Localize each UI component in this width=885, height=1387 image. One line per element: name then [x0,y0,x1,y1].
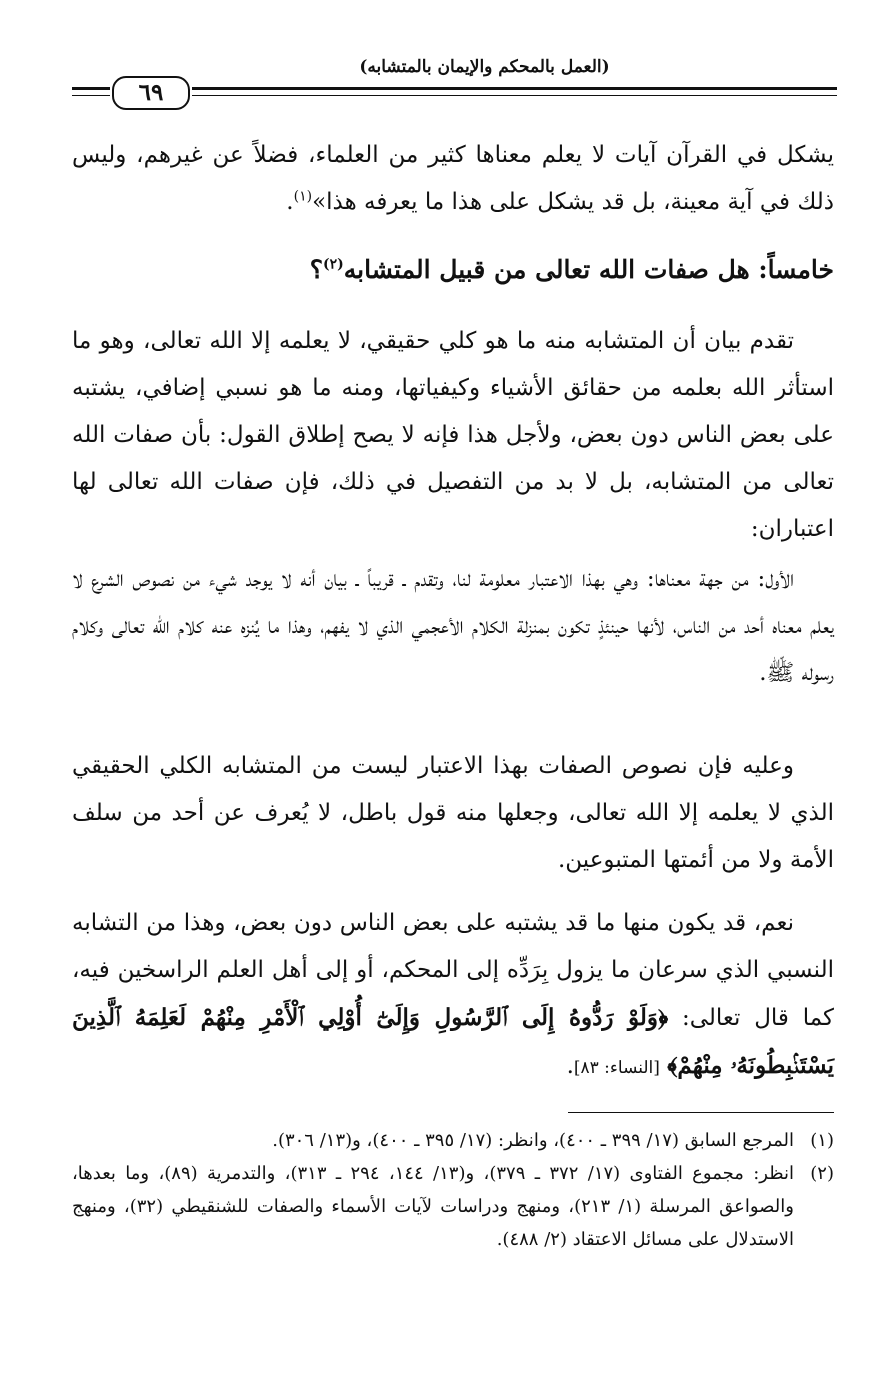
paragraph: تقدم بيان أن المتشابه منه ما هو كلي حقيقي، لا يعلمه إلا الله تعالى، وهو ما استأثر الله بعلمه من حقائق الأشياء وكيفياتها، ومنه ما هو نسبي إضافي، يشتبه على بعض الناس دون بعض، ولأجل هذا فإنه لا يصح إطلاق القول: بأن صفات الله تعالى من المتشابه، بل لا بد من التفصيل في ذلك، فإن صفات الله تعالى لها اعتباران: [72,328,834,542]
footnote-text: انظر: مجموع الفتاوى (١٧/ ٣٧٢ ـ ٣٧٩)، و(١٣/ ١٤٤، ٢٩٤ ـ ٣١٣)، والتدمرية (٨٩)، وما بعدها، والصواعق المرسلة (١/ ٢١٣)، ومنهج ودراسات لآيات الأسماء والصفات للشنقيطي (٣٢)، ومنهج الاستدلال على مسائل الاعتقاد (٢/ ٤٨٨). [72,1163,795,1250]
paragraph: وعليه فإن نصوص الصفات بهذا الاعتبار ليست من المتشابه الكلي الحقيقي الذي لا يعلمه إلا الله تعالى، وجعلها منه قول باطل، لا يُعرف عن أحد من سلف الأمة ولا من أئمتها المتبوعين. [72,753,834,873]
running-title: (العمل بالمحكم والإيمان بالمتشابه) [359,57,610,77]
quran-verse: ﴿وَلَوْ رَدُّوهُ إِلَى ٱلرَّسُولِ وَإِلَىٰٓ أُوْلِي ٱلْأَمْرِ مِنْهُمْ لَعَلِمَهُ ٱلَّذِينَ يَسْتَنۢبِطُونَهُۥ مِنْهُمْ﴾ [72,1004,834,1079]
header-rule [72,87,110,90]
paragraph-block [72,556,834,697]
paragraph: الأول: من جهة معناها: وهي بهذا الاعتبار معلومة لنا، وتقدم ـ قريباً ـ بيان أنه لا يوجد شيء من نصوص الشرع لا يعلم معناه أحد من الناس، لأنها حينئذٍ تكون بمنزلة الكلام الأعجمي الذي لا يفهم، وهذا ما يُنزه عنه كلام الله تعالى وكلام رسوله ﷺ. [72,566,834,686]
footnote [72,1157,834,1256]
paragraph-text: يشكل في القرآن آيات لا يعلم معناها كثير من العلماء، فضلاً عن غيرهم، وليس ذلك في آية معينة، بل قد يشكل على هذا ما يعرفه هذا» [72,142,834,215]
paragraph-block [72,743,834,884]
punctuation: ؟ [309,255,323,284]
section-heading: خامساً: هل صفات الله تعالى من قبيل المتشابه [343,255,834,284]
footnote-separator [568,1112,834,1113]
footnote-ref: (١) [293,188,313,205]
section-heading-block [72,246,834,293]
header-rule [192,95,837,96]
page-number: ٦٩ [112,76,190,110]
footnote-text: المرجع السابق (١٧/ ٣٩٩ ـ ٤٠٠)، وانظر: (١٧/ ٣٩٥ ـ ٤٠٠)، و(١٣/ ٣٠٦). [272,1130,794,1151]
header-rule [72,95,110,96]
paragraph-text: نعم، قد يكون منها ما قد يشتبه على بعض الناس دون بعض، وهذا من التشابه النسبي الذي سرعان ما يزول بِرَدِّه إلى المحكم، أو إلى أهل العلم الراسخين فيه، كما قال تعالى: [72,910,834,1031]
footnote-number: (١) [810,1130,834,1151]
footnotes [72,1124,834,1256]
punctuation: . [566,1053,574,1079]
header-rule [192,87,837,90]
paragraph-block [72,318,834,553]
footnote [72,1124,834,1157]
footnote-number: (٢) [810,1163,834,1184]
paragraph-block [72,900,834,1092]
punctuation: . [286,189,294,215]
verse-citation: [النساء: ٨٣] [573,1058,660,1078]
page-header [62,52,837,116]
footnote-ref: (٢) [322,256,344,273]
paragraph-continuation [72,132,834,226]
